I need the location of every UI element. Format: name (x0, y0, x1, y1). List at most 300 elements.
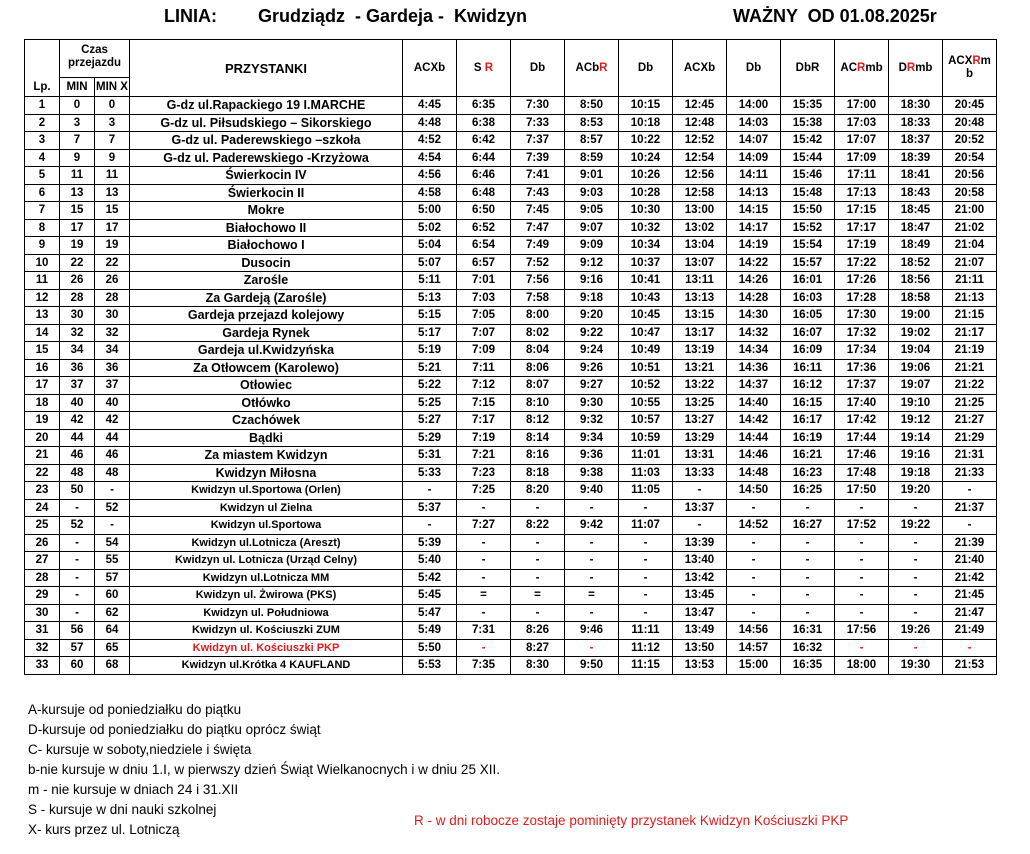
table-row (25, 604, 997, 622)
departure-time: 10:43 (619, 289, 673, 307)
departure-time: 19:12 (889, 412, 943, 430)
row-number: 3 (25, 132, 60, 150)
departure-time: - (457, 604, 511, 622)
departure-time: 18:47 (889, 219, 943, 237)
departure-time: 15:42 (781, 132, 835, 150)
departure-time: 16:23 (781, 464, 835, 482)
departure-time: 19:22 (889, 517, 943, 535)
lp-header: Lp. (25, 40, 60, 97)
departure-time: 13:21 (673, 359, 727, 377)
departure-time: 13:33 (673, 464, 727, 482)
stop-name: Gardeja ul.Kwidzyńska (130, 342, 403, 360)
departure-time: 14:07 (727, 132, 781, 150)
departure-time: 5:50 (403, 639, 457, 657)
departure-time: 9:38 (565, 464, 619, 482)
departure-time: - (403, 517, 457, 535)
departure-time: 7:43 (511, 184, 565, 202)
departure-time: 14:09 (727, 149, 781, 167)
departure-time: 17:32 (835, 324, 889, 342)
row-number: 24 (25, 499, 60, 517)
departure-time: 4:58 (403, 184, 457, 202)
travel-min-x: 55 (95, 552, 130, 570)
travel-min: 15 (60, 202, 95, 220)
travel-min-x: 52 (95, 499, 130, 517)
departure-time: 9:07 (565, 219, 619, 237)
departure-time: 17:46 (835, 447, 889, 465)
departure-time: 15:52 (781, 219, 835, 237)
travel-min: 44 (60, 429, 95, 447)
departure-time: 21:17 (943, 324, 997, 342)
departure-time: 14:22 (727, 254, 781, 272)
stop-name: Kwidzyn ul. Żwirowa (PKS) (130, 587, 403, 605)
departure-time: 7:12 (457, 377, 511, 395)
departure-time: 9:01 (565, 167, 619, 185)
departure-time: 14:37 (727, 377, 781, 395)
departure-time: 8:22 (511, 517, 565, 535)
stop-name: Kwidzyn ul. Południowa (130, 604, 403, 622)
legend-item: m - nie kursuje w dniach 24 i 31.XII (28, 782, 239, 797)
departure-time: 13:17 (673, 324, 727, 342)
valid-from: WAŻNY OD 01.08.2025r (733, 6, 937, 26)
departure-time: 16:35 (781, 657, 835, 675)
departure-time: 11:07 (619, 517, 673, 535)
travel-min: 46 (60, 447, 95, 465)
table-row (25, 499, 997, 517)
timetable-header (0, 6, 1030, 30)
departure-time: - (457, 534, 511, 552)
row-number: 30 (25, 604, 60, 622)
departure-time: - (727, 587, 781, 605)
departure-time: - (835, 604, 889, 622)
departure-time: - (619, 587, 673, 605)
departure-time: 14:34 (727, 342, 781, 360)
row-number: 9 (25, 237, 60, 255)
departure-time: 19:30 (889, 657, 943, 675)
departure-time: - (835, 499, 889, 517)
legend-item: C- kursuje w soboty,niedziele i święta (28, 742, 252, 757)
travel-min-x: 3 (95, 114, 130, 132)
legend-item: D-kursuje od poniedziałku do piątku oprócz świąt (28, 722, 321, 737)
departure-time: 15:54 (781, 237, 835, 255)
departure-time: 14:00 (727, 97, 781, 115)
travel-min: 22 (60, 254, 95, 272)
departure-time: 5:33 (403, 464, 457, 482)
departure-time: 21:53 (943, 657, 997, 675)
departure-time: 7:17 (457, 412, 511, 430)
departure-time: 15:44 (781, 149, 835, 167)
departure-time: 16:32 (781, 639, 835, 657)
departure-time: 12:54 (673, 149, 727, 167)
departure-time: 7:47 (511, 219, 565, 237)
departure-time: 7:49 (511, 237, 565, 255)
departure-time: 7:39 (511, 149, 565, 167)
departure-time: 14:52 (727, 517, 781, 535)
row-number: 27 (25, 552, 60, 570)
travel-min: - (60, 604, 95, 622)
row-number: 13 (25, 307, 60, 325)
travel-min: 32 (60, 324, 95, 342)
travel-min-x: 42 (95, 412, 130, 430)
run-header: ACbR (565, 40, 619, 97)
departure-time: 19:07 (889, 377, 943, 395)
row-number: 6 (25, 184, 60, 202)
departure-time: 9:34 (565, 429, 619, 447)
departure-time: - (889, 552, 943, 570)
stop-name: Kwidzyn ul.Sportowa (Orlen) (130, 482, 403, 500)
departure-time: - (619, 569, 673, 587)
departure-time: 20:52 (943, 132, 997, 150)
run-header: ACRmb (835, 40, 889, 97)
table-row (25, 359, 997, 377)
departure-time: 4:56 (403, 167, 457, 185)
departure-time: - (889, 587, 943, 605)
departure-time: 13:37 (673, 499, 727, 517)
departure-time: - (943, 639, 997, 657)
departure-time: 19:04 (889, 342, 943, 360)
departure-time: 8:59 (565, 149, 619, 167)
stop-name: Za Gardeją (Zarośle) (130, 289, 403, 307)
departure-time: 17:26 (835, 272, 889, 290)
departure-time: - (835, 587, 889, 605)
departure-time: 5:15 (403, 307, 457, 325)
departure-time: 7:25 (457, 482, 511, 500)
departure-time: = (511, 587, 565, 605)
departure-time: 13:22 (673, 377, 727, 395)
travel-min: 30 (60, 307, 95, 325)
departure-time: 5:40 (403, 552, 457, 570)
departure-time: 20:45 (943, 97, 997, 115)
travel-min: 37 (60, 377, 95, 395)
table-row (25, 517, 997, 535)
departure-time: 21:11 (943, 272, 997, 290)
departure-time: 14:26 (727, 272, 781, 290)
departure-time: 8:06 (511, 359, 565, 377)
row-number: 29 (25, 587, 60, 605)
departure-time: - (457, 639, 511, 657)
stop-name: G-dz ul. Paderewskiego –szkoła (130, 132, 403, 150)
row-number: 10 (25, 254, 60, 272)
departure-time: 13:11 (673, 272, 727, 290)
departure-time: 13:31 (673, 447, 727, 465)
departure-time: - (727, 534, 781, 552)
stop-name: Kwidzyn ul. Lotnicza (Urząd Celny) (130, 552, 403, 570)
travel-min-x: 60 (95, 587, 130, 605)
departure-time: 14:57 (727, 639, 781, 657)
timetable (24, 39, 997, 675)
departure-time: 8:14 (511, 429, 565, 447)
departure-time: 12:45 (673, 97, 727, 115)
travel-min-x: 48 (95, 464, 130, 482)
stop-name: Kwidzyn ul.Krótka 4 KAUFLAND (130, 657, 403, 675)
legend-item: b-nie kursuje w dniu 1.I, w pierwszy dzień Świąt Wielkanocnych i w dniu 25 XII. (28, 762, 500, 777)
stop-name: Kwidzyn ul.Sportowa (130, 517, 403, 535)
table-row (25, 202, 997, 220)
departure-time: 5:49 (403, 622, 457, 640)
departure-time: - (727, 552, 781, 570)
stop-name: Kwidzyn ul. Kościuszki PKP (130, 639, 403, 657)
departure-time: 9:40 (565, 482, 619, 500)
departure-time: - (889, 534, 943, 552)
travel-min: 3 (60, 114, 95, 132)
departure-time: 21:04 (943, 237, 997, 255)
table-row (25, 324, 997, 342)
departure-time: 9:05 (565, 202, 619, 220)
row-number: 1 (25, 97, 60, 115)
travel-min-x: 9 (95, 149, 130, 167)
travel-min: 42 (60, 412, 95, 430)
legend-item: X- kurs przez ul. Lotniczą (28, 822, 180, 837)
departure-time: 21:40 (943, 552, 997, 570)
departure-time: 5:29 (403, 429, 457, 447)
departure-time: = (457, 587, 511, 605)
travel-min: 11 (60, 167, 95, 185)
row-number: 12 (25, 289, 60, 307)
departure-time: - (565, 499, 619, 517)
travel-min: 57 (60, 639, 95, 657)
stop-name: Kwidzyn Miłosna (130, 464, 403, 482)
departure-time: 10:51 (619, 359, 673, 377)
departure-time: 10:18 (619, 114, 673, 132)
departure-time: - (889, 499, 943, 517)
table-row (25, 534, 997, 552)
departure-time: 21:22 (943, 377, 997, 395)
departure-time: 7:05 (457, 307, 511, 325)
departure-time: 11:11 (619, 622, 673, 640)
timetable-body (25, 97, 997, 675)
departure-time: 21:00 (943, 202, 997, 220)
row-number: 25 (25, 517, 60, 535)
table-row (25, 307, 997, 325)
departure-time: 6:42 (457, 132, 511, 150)
departure-time: 13:02 (673, 219, 727, 237)
departure-time: 16:01 (781, 272, 835, 290)
departure-time: 9:12 (565, 254, 619, 272)
stop-name: G-dz ul. Piłsudskiego – Sikorskiego (130, 114, 403, 132)
table-row (25, 184, 997, 202)
travel-min: 40 (60, 394, 95, 412)
departure-time: 13:19 (673, 342, 727, 360)
departure-time: 14:13 (727, 184, 781, 202)
departure-time: 21:45 (943, 587, 997, 605)
departure-time: 17:00 (835, 97, 889, 115)
departure-time: 9:03 (565, 184, 619, 202)
row-number: 22 (25, 464, 60, 482)
departure-time: 13:47 (673, 604, 727, 622)
table-row (25, 132, 997, 150)
row-number: 4 (25, 149, 60, 167)
departure-time: 5:19 (403, 342, 457, 360)
travel-min: 48 (60, 464, 95, 482)
row-number: 28 (25, 569, 60, 587)
travel-min: 34 (60, 342, 95, 360)
departure-time: 8:30 (511, 657, 565, 675)
departure-time: - (511, 604, 565, 622)
departure-time: 9:30 (565, 394, 619, 412)
departure-time: 10:28 (619, 184, 673, 202)
departure-time: 8:57 (565, 132, 619, 150)
departure-time: 13:04 (673, 237, 727, 255)
departure-time: 16:19 (781, 429, 835, 447)
table-row (25, 167, 997, 185)
departure-time: - (727, 604, 781, 622)
departure-time: 7:11 (457, 359, 511, 377)
departure-time: 17:07 (835, 132, 889, 150)
departure-time: 7:19 (457, 429, 511, 447)
travel-min: - (60, 587, 95, 605)
departure-time: 7:01 (457, 272, 511, 290)
departure-time: 10:26 (619, 167, 673, 185)
departure-time: 10:55 (619, 394, 673, 412)
departure-time: 17:03 (835, 114, 889, 132)
departure-time: 17:37 (835, 377, 889, 395)
stop-name: Gardeja Rynek (130, 324, 403, 342)
departure-time: 5:39 (403, 534, 457, 552)
travel-min-x: 34 (95, 342, 130, 360)
departure-time: 19:20 (889, 482, 943, 500)
departure-time: 7:45 (511, 202, 565, 220)
run-header: Db (511, 40, 565, 97)
stop-name: Otłowiec (130, 377, 403, 395)
departure-time: 5:11 (403, 272, 457, 290)
travel-min: 26 (60, 272, 95, 290)
departure-time: 21:27 (943, 412, 997, 430)
departure-time: 21:13 (943, 289, 997, 307)
departure-time: - (565, 552, 619, 570)
run-header: DRmb (889, 40, 943, 97)
departure-time: 18:41 (889, 167, 943, 185)
departure-time: 9:36 (565, 447, 619, 465)
departure-time: 19:18 (889, 464, 943, 482)
departure-time: 21:15 (943, 307, 997, 325)
travel-min: - (60, 569, 95, 587)
stop-name: Kwidzyn ul Zielna (130, 499, 403, 517)
departure-time: 7:09 (457, 342, 511, 360)
departure-time: 8:53 (565, 114, 619, 132)
departure-time: 12:56 (673, 167, 727, 185)
departure-time: 8:07 (511, 377, 565, 395)
row-number: 17 (25, 377, 60, 395)
departure-time: 14:15 (727, 202, 781, 220)
travel-min-x: 64 (95, 622, 130, 640)
stop-name: Otłówko (130, 394, 403, 412)
departure-time: - (781, 499, 835, 517)
stop-name: Gardeja przejazd kolejowy (130, 307, 403, 325)
departure-time: 13:53 (673, 657, 727, 675)
departure-time: 5:31 (403, 447, 457, 465)
departure-time: 8:16 (511, 447, 565, 465)
departure-time: 7:35 (457, 657, 511, 675)
departure-time: 16:12 (781, 377, 835, 395)
departure-time: - (619, 552, 673, 570)
table-row (25, 219, 997, 237)
departure-time: - (835, 569, 889, 587)
departure-time: - (511, 534, 565, 552)
departure-time: - (511, 569, 565, 587)
travel-min: 52 (60, 517, 95, 535)
departure-time: 16:05 (781, 307, 835, 325)
departure-time: 17:36 (835, 359, 889, 377)
departure-time: - (781, 552, 835, 570)
travel-min-x: 28 (95, 289, 130, 307)
route-title: Grudziądz - Gardeja - Kwidzyn (258, 6, 528, 26)
departure-time: 15:38 (781, 114, 835, 132)
departure-time: 12:52 (673, 132, 727, 150)
departure-time: 9:09 (565, 237, 619, 255)
departure-time: 10:34 (619, 237, 673, 255)
stops-header: PRZYSTANKI (130, 40, 403, 97)
departure-time: 19:02 (889, 324, 943, 342)
travel-min: 7 (60, 132, 95, 150)
travel-min: 36 (60, 359, 95, 377)
departure-time: 21:31 (943, 447, 997, 465)
departure-time: 6:35 (457, 97, 511, 115)
departure-time: 8:18 (511, 464, 565, 482)
departure-time: - (835, 552, 889, 570)
departure-time: 7:56 (511, 272, 565, 290)
departure-time: 10:32 (619, 219, 673, 237)
travel-min-x: 19 (95, 237, 130, 255)
departure-time: 14:30 (727, 307, 781, 325)
departure-time: 14:56 (727, 622, 781, 640)
departure-time: 13:45 (673, 587, 727, 605)
travel-min: 13 (60, 184, 95, 202)
departure-time: 19:14 (889, 429, 943, 447)
table-row (25, 289, 997, 307)
departure-time: 18:49 (889, 237, 943, 255)
departure-time: 9:22 (565, 324, 619, 342)
departure-time: 14:42 (727, 412, 781, 430)
departure-time: 6:50 (457, 202, 511, 220)
travel-min-x: 0 (95, 97, 130, 115)
travel-min: 19 (60, 237, 95, 255)
departure-time: - (889, 639, 943, 657)
table-row (25, 587, 997, 605)
travel-min: 28 (60, 289, 95, 307)
departure-time: 14:11 (727, 167, 781, 185)
departure-time: 16:11 (781, 359, 835, 377)
table-row (25, 394, 997, 412)
departure-time: 21:49 (943, 622, 997, 640)
departure-time: 17:30 (835, 307, 889, 325)
departure-time: 11:15 (619, 657, 673, 675)
departure-time: 17:42 (835, 412, 889, 430)
departure-time: 8:00 (511, 307, 565, 325)
row-number: 20 (25, 429, 60, 447)
departure-time: 5:47 (403, 604, 457, 622)
departure-time: 18:30 (889, 97, 943, 115)
departure-time: - (673, 517, 727, 535)
row-number: 2 (25, 114, 60, 132)
departure-time: 11:05 (619, 482, 673, 500)
departure-time: - (565, 639, 619, 657)
departure-time: - (835, 639, 889, 657)
departure-time: 5:22 (403, 377, 457, 395)
departure-time: 8:04 (511, 342, 565, 360)
departure-time: 21:37 (943, 499, 997, 517)
departure-time: 17:56 (835, 622, 889, 640)
departure-time: 5:37 (403, 499, 457, 517)
departure-time: 6:44 (457, 149, 511, 167)
departure-time: 14:48 (727, 464, 781, 482)
departure-time: - (511, 552, 565, 570)
table-row (25, 639, 997, 657)
departure-time: 13:15 (673, 307, 727, 325)
row-number: 16 (25, 359, 60, 377)
departure-time: - (943, 482, 997, 500)
departure-time: 16:21 (781, 447, 835, 465)
departure-time: 18:58 (889, 289, 943, 307)
departure-time: - (781, 604, 835, 622)
